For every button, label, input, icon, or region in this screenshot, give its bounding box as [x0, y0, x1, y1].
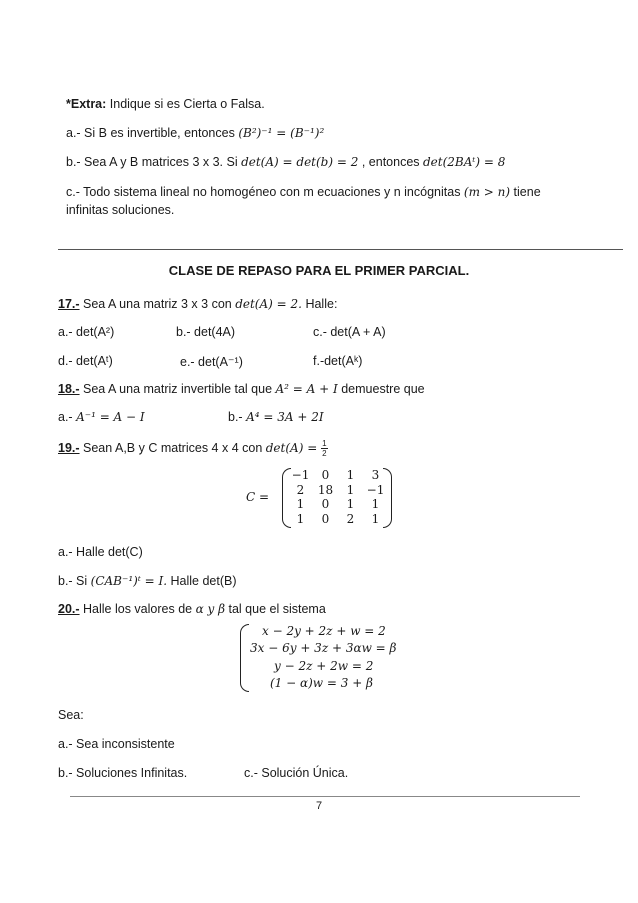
- section-title: CLASE DE REPASO PARA EL PRIMER PARCIAL.: [168, 263, 470, 278]
- problem-19-b-text: b.- Si: [58, 574, 91, 588]
- matrix-cell: 2: [346, 511, 355, 526]
- problem-20-text2: tal que el sistema: [225, 602, 326, 616]
- problem-17-statement: [58, 297, 337, 311]
- problem-18-a: [58, 410, 145, 424]
- extra-b-math2: det(2BAᵗ) = 8: [423, 155, 506, 169]
- matrix-cell: −1: [366, 482, 385, 497]
- system-brace: [240, 624, 249, 692]
- fraction-denominator: 2: [322, 449, 327, 458]
- extra-c-text: c.- Todo sistema lineal no homogéneo con m ecuaciones y n incógnitas: [66, 185, 464, 199]
- equation-1: x − 2y + 2z + w = 2: [262, 624, 386, 638]
- extra-c-math: (m > n): [463, 185, 511, 199]
- problem-18-number: 18.-: [58, 382, 80, 396]
- problem-18-text2: demuestre que: [337, 382, 425, 396]
- problem-19-a: a.- Halle det(C): [58, 545, 143, 559]
- problem-17-number: 17.-: [58, 297, 80, 311]
- matrix-cell: 18: [317, 482, 334, 497]
- extra-intro: Indique si es Cierta o Falsa.: [106, 97, 265, 111]
- extra-item-c-line1: [66, 185, 541, 199]
- matrix-row: [288, 512, 388, 527]
- extra-b-math1: det(A) = det(b) = 2: [241, 155, 359, 169]
- problem-19-math: det(A) =: [265, 440, 322, 455]
- problem-18-text: Sea A una matriz invertible tal que: [79, 382, 276, 396]
- problem-19-b-text2: Halle det(B): [167, 574, 237, 588]
- extra-c-end: tiene: [510, 185, 541, 199]
- matrix-cell: 0: [321, 468, 330, 482]
- matrix-row: [288, 483, 388, 498]
- problem-20-a: a.- Sea inconsistente: [58, 737, 175, 751]
- matrix-cell: 1: [346, 468, 355, 482]
- matrix-right-paren: [383, 468, 392, 528]
- matrix-c: [282, 468, 392, 528]
- extra-b-text2: , entonces: [358, 155, 423, 169]
- problem-18-statement: [58, 382, 425, 396]
- problem-18-math: A² = A + I: [275, 382, 338, 396]
- matrix-cell: 0: [321, 511, 330, 526]
- equation-3: y − 2z + 2w = 2: [274, 659, 374, 673]
- problem-17-a: a.- det(A²): [58, 325, 115, 339]
- matrix-row: [288, 497, 388, 512]
- problem-19-b-math: (CAB⁻¹)ᵗ = I.: [90, 574, 168, 588]
- problem-18-a-math: A⁻¹ = A − I: [76, 410, 145, 424]
- matrix-c-label: C =: [246, 490, 270, 504]
- problem-19-fraction: [321, 439, 327, 458]
- equation-2: 3x − 6y + 3z + 3αw = β: [250, 641, 397, 655]
- problem-18-b: [228, 410, 324, 424]
- fraction-numerator: 1: [322, 439, 327, 448]
- problem-17-b: b.- det(4A): [176, 325, 236, 339]
- problem-20-number: 20.-: [58, 602, 80, 616]
- equation-4: (1 − α)w = 3 + β: [270, 676, 373, 690]
- matrix-c-entries: [288, 468, 388, 526]
- matrix-cell: −1: [291, 468, 310, 482]
- problem-17-text2: Halle:: [301, 297, 338, 311]
- problem-20-sea: Sea:: [58, 708, 84, 722]
- matrix-cell: 1: [346, 497, 355, 511]
- problem-19-number: 19.-: [58, 440, 80, 455]
- problem-19-text: Sean A,B y C matrices 4 x 4 con: [79, 440, 266, 455]
- page-number: 7: [315, 800, 323, 812]
- problem-18-a-label: a.-: [58, 410, 77, 424]
- extra-item-c-line2: infinitas soluciones.: [66, 203, 175, 217]
- problem-20-b: b.- Soluciones Infinitas.: [58, 766, 188, 780]
- problem-19-b: [58, 574, 237, 588]
- problem-20-math: α y β: [195, 602, 226, 616]
- problem-20-c: c.- Solución Única.: [244, 766, 349, 780]
- section-divider: [58, 249, 623, 250]
- matrix-cell: 1: [296, 511, 305, 526]
- extra-heading-line: [66, 97, 265, 111]
- extra-item-a: [66, 126, 324, 140]
- matrix-cell: 2: [296, 482, 305, 497]
- matrix-cell: 1: [346, 482, 355, 497]
- problem-17-text: Sea A una matriz 3 x 3 con: [79, 297, 236, 311]
- problem-17-d: d.- det(Aᵗ): [58, 354, 113, 368]
- footer-divider: [70, 796, 580, 797]
- extra-b-text: b.- Sea A y B matrices 3 x 3. Si: [66, 155, 242, 169]
- matrix-cell: 1: [371, 497, 380, 511]
- matrix-cell: 1: [371, 511, 380, 526]
- extra-label: *Extra:: [66, 97, 107, 111]
- problem-19-statement: [58, 439, 328, 458]
- extra-item-b: [66, 155, 505, 169]
- extra-a-text: a.- Si B es invertible, entonces: [66, 126, 239, 140]
- problem-18-b-math: A⁴ = 3A + 2I: [246, 410, 324, 424]
- matrix-cell: 0: [321, 497, 330, 511]
- problem-17-c: c.- det(A + A): [313, 325, 386, 339]
- problem-17-math: det(A) = 2.: [235, 297, 302, 311]
- problem-20-statement: [58, 602, 326, 616]
- problem-17-e: e.- det(A⁻¹): [180, 355, 243, 369]
- problem-17-f: f.-det(Aᵏ): [313, 354, 363, 368]
- problem-18-b-label: b.-: [228, 410, 247, 424]
- matrix-row: [288, 468, 388, 483]
- matrix-cell: 1: [296, 497, 305, 511]
- extra-a-math: (B²)⁻¹ = (B⁻¹)²: [238, 126, 325, 140]
- matrix-cell: 3: [371, 468, 380, 482]
- problem-20-text: Halle los valores de: [79, 602, 196, 616]
